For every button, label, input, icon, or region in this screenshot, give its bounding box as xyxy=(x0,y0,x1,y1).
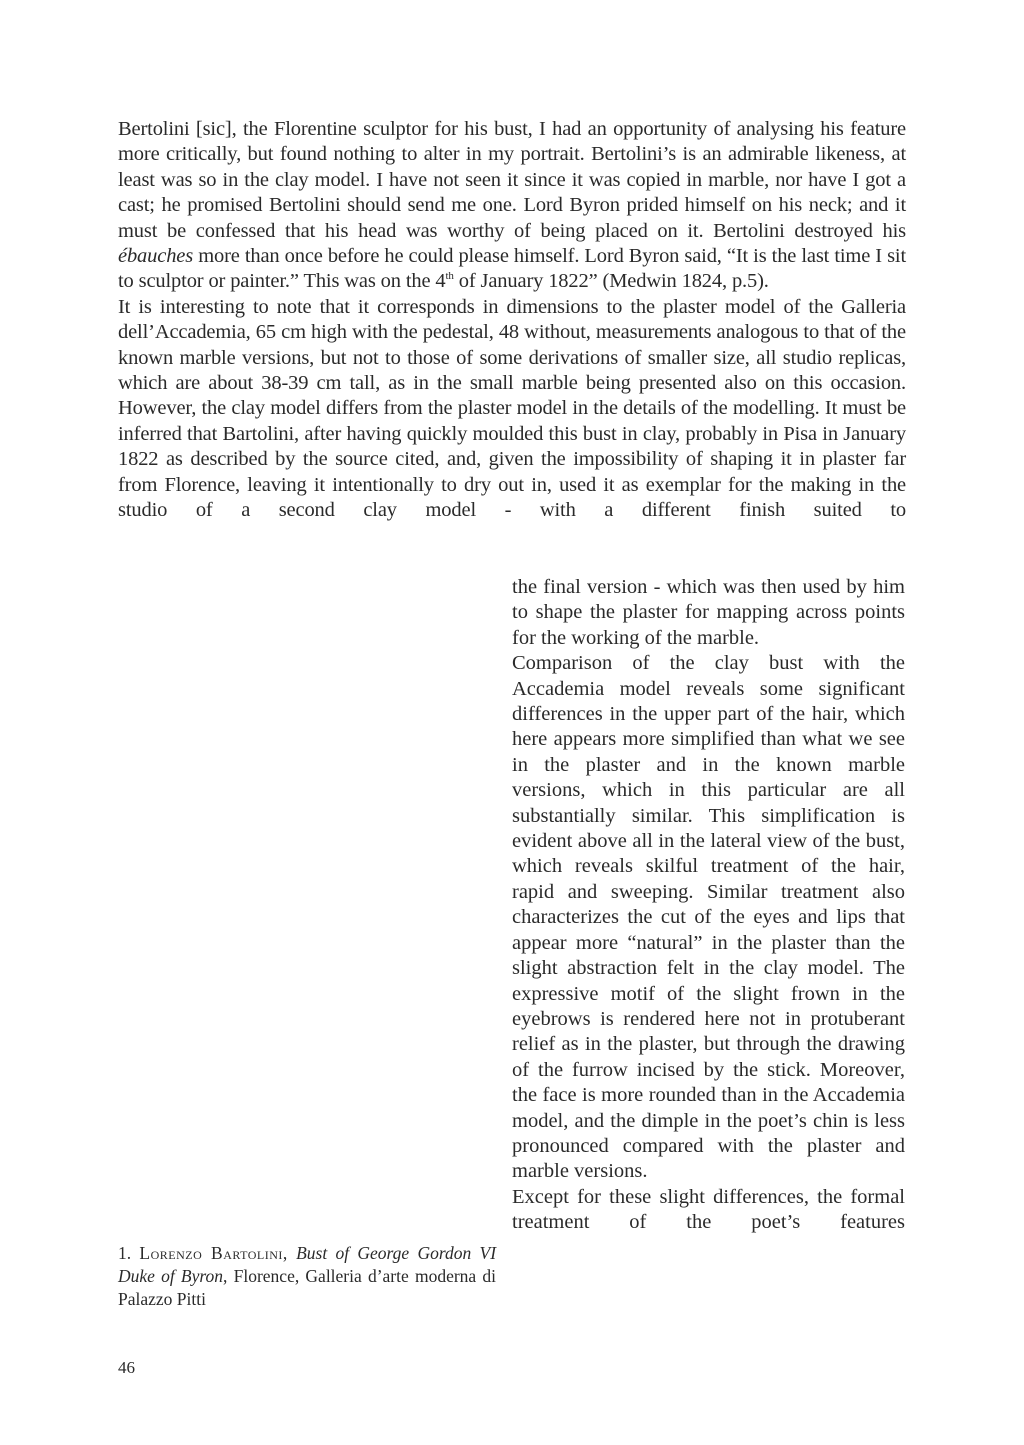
full-width-text-block xyxy=(118,117,906,524)
figure-caption xyxy=(118,1242,496,1311)
quotation-paragraph xyxy=(118,117,906,295)
body-paragraph: Except for these slight differences, the formal treatment of the poet’s features xyxy=(512,1185,905,1234)
figure-placeholder xyxy=(118,585,498,1225)
page-number: 46 xyxy=(118,1358,135,1377)
quotation-text: more than once before he could please himself. Lord Byron said, “It is the last time I sit to sculptor or painter.” This was on the 4 xyxy=(118,245,906,293)
caption-location: , Florence, Galleria d’arte moderna di Palazzo Pitti xyxy=(118,1266,496,1309)
right-column-text-block xyxy=(512,575,905,1236)
body-paragraph: It is interesting to note that it corresponds in dimensions to the plaster model of the Galleria dell’Accademia, 65 cm high with the pedestal, 48 without, measurements analogous to that of the known marble versions, but not to those of some derivations of smaller size, all studio replicas, which are about 38-39 cm tall, as in the small marble being presented also on this occasion. However, the clay model differs from the plaster model in the details of the modelling. It must be inferred that Bartolini, after having quickly moulded this bust in clay, probably in Pisa in January 1822 as described by the source cited, and, given the impossibility of shaping it in plaster far from Florence, leaving it intentionally to dry out in, used it as exemplar for the making in the studio of a second clay model - with a different finish suited to xyxy=(118,295,906,522)
caption-title: Bust of George Gordon VI Duke of Byron xyxy=(118,1243,497,1286)
caption-number: 1. xyxy=(118,1243,132,1263)
body-paragraph: Comparison of the clay bust with the Accademia model reveals some significant differences in the upper part of the hair, which here appears more simplified than what we see in the plaster and in the known marble versions, which in this particular are all substantially similar. This simplification is evident above all in the lateral view of the bust, which reveals skilful treatment of the hair, rapid and sweeping. Similar treatment also characterizes the cut of the eyes and lips that appear more “natural” in the plaster than the slight abstraction felt in the clay model. The expressive motif of the slight frown in the eyebrows is rendered here not in protuberant relief as in the plaster, but through the drawing of the furrow incised by the stick. Moreover, the face is more rounded than in the Accademia model, and the dimple in the poet’s chin is less pronounced compared with the plaster and marble versions. xyxy=(512,652,905,1183)
ordinal-superscript: th xyxy=(445,270,454,283)
body-paragraph-continued: the final version - which was then used by him to shape the plaster for mapping across points for the working of the marble. xyxy=(512,576,905,649)
caption-artist: Lorenzo Bartolini, xyxy=(139,1243,288,1263)
quotation-text: of January 1822” (Medwin 1824, p.5). xyxy=(453,270,769,293)
quotation-text: Bertolini [sic], the Florentine sculptor for his bust, I had an opportunity of analysing his feature more critically, but found nothing to alter in my portrait. Bertolini’s is an admirable likeness, at least was so in the clay model. I have not seen it since it was copied in marble, nor have I got a cast; he promised Bertolini should send me one. Lord Byron prided himself on his neck; and it must be confessed that his head was worthy of being placed on it. Bertolini destroyed his xyxy=(118,118,906,242)
italic-term: ébauches xyxy=(118,245,194,268)
